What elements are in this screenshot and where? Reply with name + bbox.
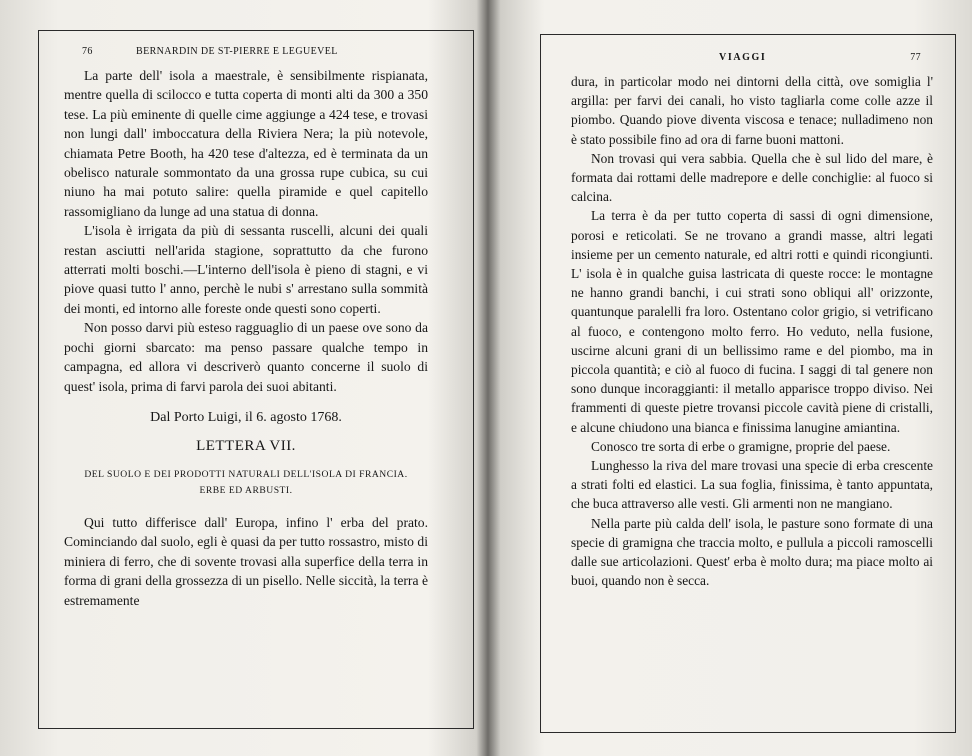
left-paragraph-2: L'isola è irrigata da più di sessanta ruscelli, alcuni dei quali restan asciutti nell'arida stagione, soprattutto da che furono atterrati molti boschi.—L'interno dell'isola è pieno di stagni, e vi piove quasi tutto l' anno, perchè le nubi s' arrestano sulla sommità dei monti, ed intorno alle foreste onde questi sono coperti. — [64, 223, 428, 316]
dateline: Dal Porto Luigi, il 6. agosto 1768. — [150, 409, 342, 425]
right-page — [571, 52, 933, 590]
right-paragraph-2: Non trovasi qui vera sabbia. Quella che è sul lido del mare, è formata dai rottami delle madrepore e delle conchiglie: al fuoco si calcina. — [571, 150, 933, 205]
right-running-header — [571, 52, 933, 72]
left-paragraph-3: Non posso darvi più esteso ragguaglio di un paese ove sono da pochi giorni sbarcato: ma penso passare qualche tempo in campagna, ed allora vi descriverò quanto concerne il suolo di quest' isola, prima di farvi parola dei suoi abitanti. — [64, 320, 428, 394]
letter-heading: LETTERA VII. — [196, 437, 296, 454]
right-paragraph-5: Lunghesso la riva del mare trovasi una specie di erba crescente a strati folti ed elastici. La sua foglia, finissima, è tanto appuntata, che buca attraverso alle vesti. Gli armenti non ne mangiano. — [571, 458, 933, 512]
right-paragraph-6: Nella parte più calda dell' isola, le pasture sono formate di una specie di gramigna che traccia molto, e pullula a piccoli ramoscelli dalle sue articolazioni. Quest' erba è molto dura; ma piace molto ai buoi, quando non è secca. — [571, 515, 933, 589]
right-running-head: VIAGGI — [719, 52, 767, 63]
section-subheading: DEL SUOLO E DEI PRODOTTI NATURALI DELL'ISOLA DI FRANCIA. — [84, 468, 408, 480]
left-running-header — [64, 46, 428, 66]
right-paragraph-4: Conosco tre sorta di erbe o gramigne, proprie del paese. — [591, 438, 891, 454]
section-subheading-2: ERBE ED ARBUSTI. — [199, 484, 293, 496]
left-page — [64, 46, 428, 610]
left-paragraph-4: Qui tutto differisce dall' Europa, infino l' erba del prato. Cominciando dal suolo, egli è quasi da per tutto rossastro, misto di miniera di ferro, che di sovente trovasi alla superfice della terra in forma di grani della grossezza di un pisello. Nelle siccità, la terra è estremamente — [64, 514, 428, 608]
right-page-number: 77 — [910, 52, 921, 63]
left-running-head: BERNARDIN DE ST-PIERRE E LEGUEVEL — [136, 46, 338, 57]
right-paragraph-3: La terra è da per tutto coperta di sassi di ogni dimensione, porosi e reticolati. Se ne trovano a grandi masse, altri legati insieme per un cemento naturale, ed altri rotti e quindi ricongiunti. L' isola è in qualche guisa lastricata di queste rocce: le montagne ne hanno grandi banchi, i cui strati sono obliqui all' orizzonte, quantunque paralelli fra loro. Ostentano color grigio, si vetrificano al fuoco, e contengono molto ferro. Ho veduto, nella fusione, uscirne alcuni grani di un bellissimo rame e del piombo, ma in piccola quantità; e ciò al fuoco di fucina. I saggi di tal genere non sono dunque incoraggianti: il metallo apparisce troppo diviso. Nei frammenti di queste pietre trovansi piccole cavità piene di cristalli, e alcune chiudono una bianca e finissima lanugine amiantina. — [571, 208, 933, 435]
right-paragraph-1: dura, in particolar modo nei dintorni della città, ove somiglia l' argilla: per farvi dei canali, ho visto tagliarla come colle azze il piombo. Quando piove diventa viscosa e tenace; nulladimeno non è stato possibile fino ad ora di farne buoni mattoni. — [571, 74, 933, 147]
left-paragraph-1: La parte dell' isola a maestrale, è sensibilmente rispianata, mentre quella di scilocco e tutta coperta di monti alti da 300 a 350 tese. La più eminente di quelle cime aggiunge a 424 tese, e trovasi non lungi dall' imboccatura della Riviera Nera; la più notevole, chiamata Petre Booth, ha 420 tese d'altezza, ed è terminata da un obelisco naturale sommontato da una grossa rupe cubica, su cui niuno ha mai potuto salire: quella piramide e quel capitello rassomigliano da lunge ad una statua di donna. — [64, 68, 428, 219]
left-page-number: 76 — [82, 46, 93, 57]
